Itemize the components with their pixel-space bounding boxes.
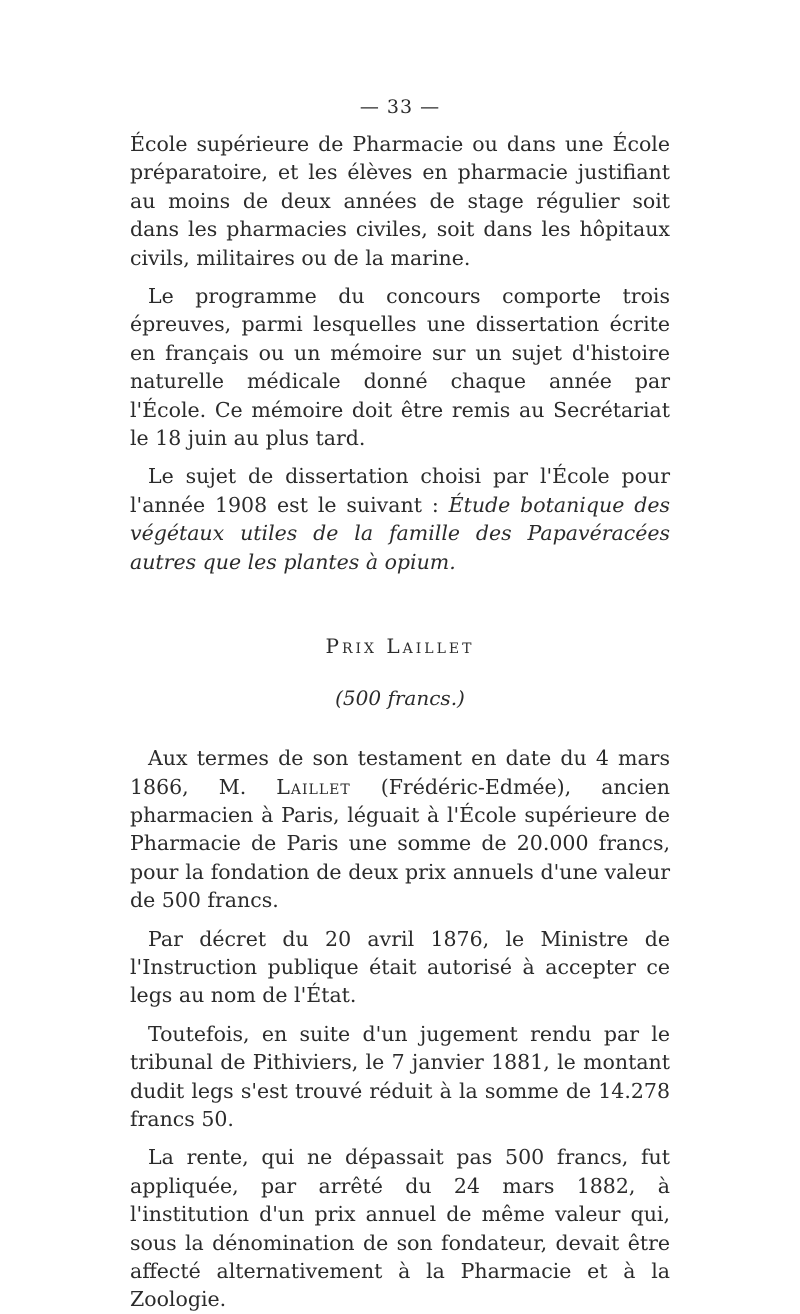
section-spacer <box>130 716 670 744</box>
paragraph-concours-programme: Le programme du concours comporte trois épreuves, parmi lesquelles une dissertation écrite en français ou un mémoire sur un sujet d'histoire naturelle médicale donné chaque année par l'École. Ce mémoire doit être remis au Secrétariat le 18 juin au plus tard. <box>130 284 670 451</box>
paragraph-continuation: École supérieure de Pharmacie ou dans une École préparatoire, et les élèves en pharmacie justifiant au moins de deux années de stage régulier soit dans les pharmacies civiles, soit dans les hôpitaux civils, militaires ou de la marine. <box>130 132 670 270</box>
founder-name: Laillet <box>276 774 351 799</box>
paragraph-dissertation-subject <box>130 462 670 576</box>
paragraph-decree: Par décret du 20 avril 1876, le Ministre de l'Instruction publique était autorisé à accepter ce legs au nom de l'État. <box>130 926 670 1008</box>
dissertation-title-text: Étude botanique des végétaux utiles de la famille des Papavéracées autres que les plantes à opium. <box>130 492 670 574</box>
testament-text-end: (Frédéric-Edmée), ancien pharmacien à Paris, léguait à l'École supérieure de Pharmacie de Paris une somme de 20.000 francs, pour la fondation de deux prix annuels d'une valeur de 500 francs. <box>130 774 671 913</box>
section-subtitle: (500 francs.) <box>335 686 465 711</box>
document-page <box>130 96 670 1314</box>
testament-text-start: Aux termes de son testament en date du 4 mars 1866, M. <box>130 746 670 799</box>
paragraph-rente: La rente, qui ne dépassait pas 500 francs, fut appliquée, par arrêté du 24 mars 1882, à l'institution d'un prix annuel de même valeur qui, sous la dénomination de son fondateur, devait être affecté alternativement à la Pharmacie et à la Zoologie. <box>130 1145 670 1312</box>
paragraph-judgement: Toutefois, en suite d'un jugement rendu par le tribunal de Pithiviers, le 7 janvier 1881, le montant dudit legs s'est trouvé réduit à la somme de 14.278 francs 50. <box>130 1021 670 1131</box>
paragraph-testament <box>130 744 670 914</box>
page-number: — 33 — <box>359 96 441 118</box>
dissertation-intro-text: Le sujet de dissertation choisi par l'École pour l'année 1908 est le suivant : <box>130 464 670 517</box>
section-title: Prix Laillet <box>325 634 475 659</box>
